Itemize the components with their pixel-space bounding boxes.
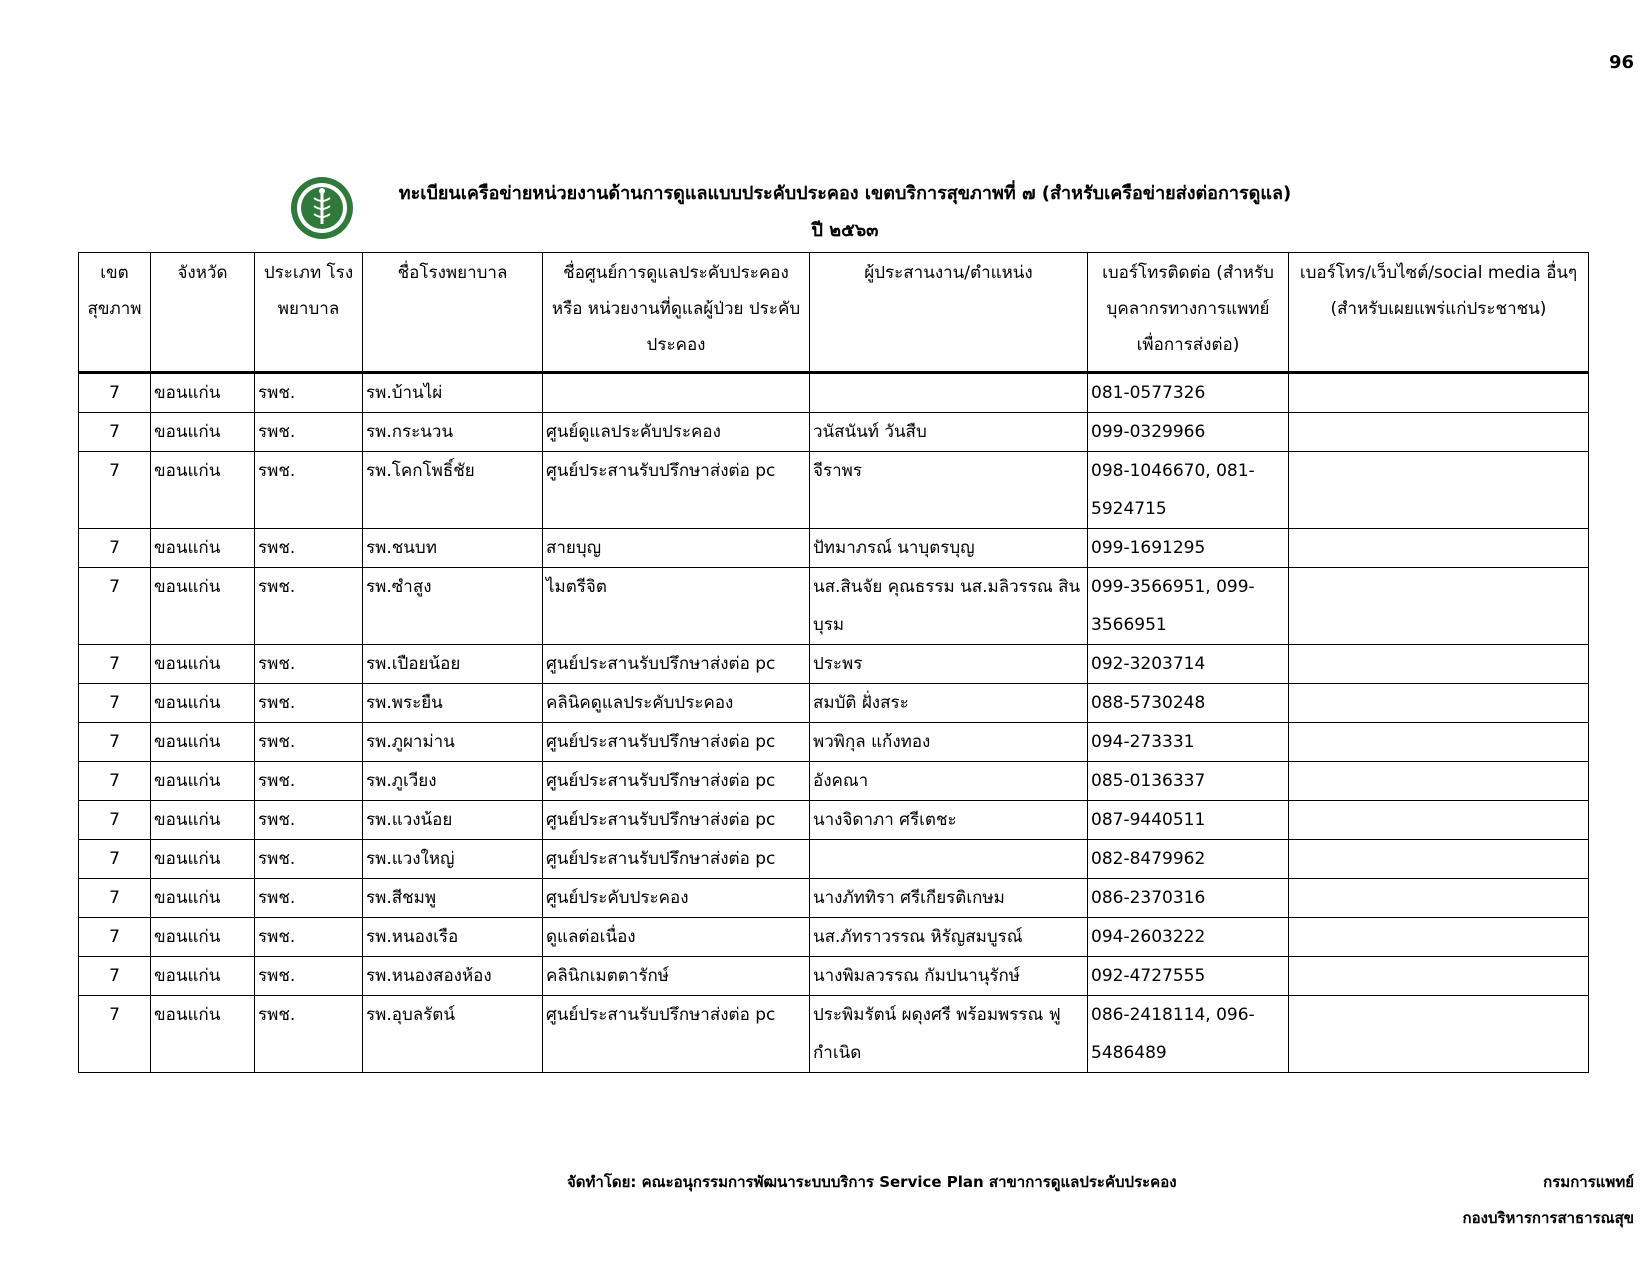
cell-hospital-type: รพช. [255, 413, 363, 452]
cell-region: 7 [79, 568, 151, 645]
cell-coordinator: นางภัททิรา ศรีเกียรติเกษม [810, 879, 1088, 918]
cell-care-center: ไมตรีจิต [543, 568, 810, 645]
cell-hospital-name: รพ.โคกโพธิ์ชัย [363, 452, 543, 529]
cell-public-contact [1289, 684, 1589, 723]
cell-public-contact [1289, 529, 1589, 568]
cell-province: ขอนแก่น [151, 879, 255, 918]
cell-care-center: ศูนย์ประสานรับปรึกษาส่งต่อ pc [543, 723, 810, 762]
cell-public-contact [1289, 413, 1589, 452]
cell-coordinator: วนัสนันท์ วันสืบ [810, 413, 1088, 452]
cell-province: ขอนแก่น [151, 413, 255, 452]
cell-staff-phone: 099-0329966 [1088, 413, 1289, 452]
table-row [79, 373, 1589, 413]
header-hospital-type: ประเภท โรงพยาบาล [255, 253, 363, 373]
cell-hospital-name: รพ.ภูเวียง [363, 762, 543, 801]
cell-province: ขอนแก่น [151, 452, 255, 529]
cell-care-center: ศูนย์ประคับประคอง [543, 879, 810, 918]
cell-staff-phone: 081-0577326 [1088, 373, 1289, 413]
cell-hospital-type: รพช. [255, 918, 363, 957]
table-row [79, 568, 1589, 645]
cell-province: ขอนแก่น [151, 568, 255, 645]
table-row [79, 957, 1589, 996]
table-row [79, 801, 1589, 840]
table-row [79, 840, 1589, 879]
cell-hospital-name: รพ.พระยืน [363, 684, 543, 723]
cell-hospital-name: รพ.เปือยน้อย [363, 645, 543, 684]
cell-region: 7 [79, 762, 151, 801]
cell-region: 7 [79, 957, 151, 996]
cell-province: ขอนแก่น [151, 918, 255, 957]
cell-staff-phone: 092-4727555 [1088, 957, 1289, 996]
cell-coordinator: อังคณา [810, 762, 1088, 801]
cell-staff-phone: 082-8479962 [1088, 840, 1289, 879]
cell-hospital-type: รพช. [255, 529, 363, 568]
table-row [79, 529, 1589, 568]
cell-province: ขอนแก่น [151, 684, 255, 723]
cell-coordinator: นางพิมลวรรณ กัมปนานุรักษ์ [810, 957, 1088, 996]
cell-hospital-name: รพ.อุบลรัตน์ [363, 996, 543, 1073]
cell-hospital-type: รพช. [255, 645, 363, 684]
cell-hospital-type: รพช. [255, 801, 363, 840]
cell-hospital-name: รพ.สีชมพู [363, 879, 543, 918]
cell-hospital-name: รพ.บ้านไผ่ [363, 373, 543, 413]
table-row [79, 918, 1589, 957]
header-province: จังหวัด [151, 253, 255, 373]
header-coordinator: ผู้ประสานงาน/ตำแหน่ง [810, 253, 1088, 373]
document-year: ปี ๒๕๖๓ [811, 220, 879, 241]
cell-province: ขอนแก่น [151, 645, 255, 684]
cell-public-contact [1289, 840, 1589, 879]
header-hospital-name: ชื่อโรงพยาบาล [363, 253, 543, 373]
cell-care-center: ศูนย์ประสานรับปรึกษาส่งต่อ pc [543, 801, 810, 840]
cell-staff-phone: 086-2418114, 096-5486489 [1088, 996, 1289, 1073]
cell-public-contact [1289, 373, 1589, 413]
cell-care-center: คลินิกเมตตารักษ์ [543, 957, 810, 996]
cell-hospital-type: รพช. [255, 879, 363, 918]
cell-hospital-type: รพช. [255, 996, 363, 1073]
cell-public-contact [1289, 723, 1589, 762]
cell-province: ขอนแก่น [151, 801, 255, 840]
cell-coordinator: นส.ภัทราวรรณ หิรัญสมบูรณ์ [810, 918, 1088, 957]
cell-province: ขอนแก่น [151, 529, 255, 568]
cell-province: ขอนแก่น [151, 840, 255, 879]
cell-region: 7 [79, 645, 151, 684]
cell-province: ขอนแก่น [151, 723, 255, 762]
table-row [79, 762, 1589, 801]
cell-province: ขอนแก่น [151, 762, 255, 801]
cell-region: 7 [79, 879, 151, 918]
cell-coordinator: พวพิกุล แก้งทอง [810, 723, 1088, 762]
cell-hospital-type: รพช. [255, 373, 363, 413]
cell-hospital-type: รพช. [255, 684, 363, 723]
registry-table [78, 252, 1589, 1073]
cell-region: 7 [79, 529, 151, 568]
cell-staff-phone: 099-1691295 [1088, 529, 1289, 568]
cell-public-contact [1289, 879, 1589, 918]
document-title: ทะเบียนเครือข่ายหน่วยงานด้านการดูแลแบบประคับประคอง เขตบริการสุขภาพที่ ๗ (สำหรับเครือข่ายส่งต่อการดูแล) [398, 183, 1292, 204]
footer-department: กรมการแพทย์ [1543, 1173, 1634, 1191]
cell-care-center: สายบุญ [543, 529, 810, 568]
cell-care-center: ศูนย์ประสานรับปรึกษาส่งต่อ pc [543, 762, 810, 801]
cell-region: 7 [79, 801, 151, 840]
cell-care-center: ศูนย์ประสานรับปรึกษาส่งต่อ pc [543, 840, 810, 879]
table-row [79, 996, 1589, 1073]
cell-hospital-name: รพ.กระนวน [363, 413, 543, 452]
cell-staff-phone: 098-1046670, 081-5924715 [1088, 452, 1289, 529]
cell-staff-phone: 094-2603222 [1088, 918, 1289, 957]
cell-hospital-type: รพช. [255, 762, 363, 801]
cell-coordinator: นส.สินจัย คุณธรรม นส.มลิวรรณ สินบุรม [810, 568, 1088, 645]
footer-division: กองบริหารการสาธารณสุข [1462, 1209, 1634, 1227]
cell-public-contact [1289, 568, 1589, 645]
cell-care-center: ดูแลต่อเนื่อง [543, 918, 810, 957]
cell-hospital-type: รพช. [255, 723, 363, 762]
cell-public-contact [1289, 996, 1589, 1073]
cell-coordinator [810, 373, 1088, 413]
table-row [79, 723, 1589, 762]
cell-province: ขอนแก่น [151, 957, 255, 996]
cell-hospital-name: รพ.ซำสูง [363, 568, 543, 645]
cell-coordinator: สมบัติ ฝั่งสระ [810, 684, 1088, 723]
cell-hospital-name: รพ.หนองสองห้อง [363, 957, 543, 996]
cell-region: 7 [79, 452, 151, 529]
cell-region: 7 [79, 413, 151, 452]
cell-care-center: ศูนย์ประสานรับปรึกษาส่งต่อ pc [543, 996, 810, 1073]
cell-coordinator: ประพร [810, 645, 1088, 684]
cell-public-contact [1289, 918, 1589, 957]
cell-staff-phone: 094-273331 [1088, 723, 1289, 762]
cell-region: 7 [79, 373, 151, 413]
cell-staff-phone: 088-5730248 [1088, 684, 1289, 723]
cell-staff-phone: 086-2370316 [1088, 879, 1289, 918]
cell-coordinator: นางจิดาภา ศรีเตชะ [810, 801, 1088, 840]
header-public-contact: เบอร์โทร/เว็บไซต์/social media อื่นๆ (สำหรับเผยแพร่แก่ประชาชน) [1289, 253, 1589, 373]
cell-public-contact [1289, 801, 1589, 840]
table-row [79, 645, 1589, 684]
cell-hospital-type: รพช. [255, 568, 363, 645]
cell-hospital-name: รพ.หนองเรือ [363, 918, 543, 957]
cell-staff-phone: 092-3203714 [1088, 645, 1289, 684]
cell-region: 7 [79, 840, 151, 879]
cell-region: 7 [79, 684, 151, 723]
cell-staff-phone: 085-0136337 [1088, 762, 1289, 801]
cell-care-center: ศูนย์ประสานรับปรึกษาส่งต่อ pc [543, 452, 810, 529]
footer-credit: จัดทำโดย: คณะอนุกรรมการพัฒนาระบบบริการ Service Plan สาขาการดูแลประคับประคอง [567, 1173, 1177, 1191]
cell-care-center: คลินิคดูแลประคับประคอง [543, 684, 810, 723]
table-row [79, 413, 1589, 452]
cell-region: 7 [79, 996, 151, 1073]
cell-region: 7 [79, 918, 151, 957]
cell-province: ขอนแก่น [151, 373, 255, 413]
cell-hospital-name: รพ.ชนบท [363, 529, 543, 568]
cell-staff-phone: 099-3566951, 099-3566951 [1088, 568, 1289, 645]
table-header-row [79, 253, 1589, 373]
cell-coordinator: จีราพร [810, 452, 1088, 529]
header-staff-phone: เบอร์โทรติดต่อ (สำหรับ บุคลากรทางการแพทย์ เพื่อการส่งต่อ) [1088, 253, 1289, 373]
cell-public-contact [1289, 957, 1589, 996]
cell-public-contact [1289, 762, 1589, 801]
page-number: 96 [1608, 52, 1634, 73]
cell-staff-phone: 087-9440511 [1088, 801, 1289, 840]
cell-region: 7 [79, 723, 151, 762]
header-care-center: ชื่อศูนย์การดูแลประคับประคอง หรือ หน่วยงานที่ดูแลผู้ป่วย ประคับประคอง [543, 253, 810, 373]
cell-hospital-name: รพ.ภูผาม่าน [363, 723, 543, 762]
cell-hospital-name: รพ.แวงใหญ่ [363, 840, 543, 879]
cell-province: ขอนแก่น [151, 996, 255, 1073]
cell-hospital-type: รพช. [255, 452, 363, 529]
header-region: เขต สุขภาพ [79, 253, 151, 373]
table-row [79, 879, 1589, 918]
table-row [79, 684, 1589, 723]
cell-hospital-type: รพช. [255, 840, 363, 879]
cell-coordinator: ปัทมาภรณ์ นาบุตรบุญ [810, 529, 1088, 568]
cell-coordinator [810, 840, 1088, 879]
cell-hospital-name: รพ.แวงน้อย [363, 801, 543, 840]
cell-hospital-type: รพช. [255, 957, 363, 996]
table-row [79, 452, 1589, 529]
cell-care-center [543, 373, 810, 413]
cell-coordinator: ประพิมรัตน์ ผดุงศรี พร้อมพรรณ ฟูกำเนิด [810, 996, 1088, 1073]
cell-care-center: ศูนย์ดูแลประคับประคอง [543, 413, 810, 452]
cell-public-contact [1289, 452, 1589, 529]
cell-care-center: ศูนย์ประสานรับปรึกษาส่งต่อ pc [543, 645, 810, 684]
cell-public-contact [1289, 645, 1589, 684]
